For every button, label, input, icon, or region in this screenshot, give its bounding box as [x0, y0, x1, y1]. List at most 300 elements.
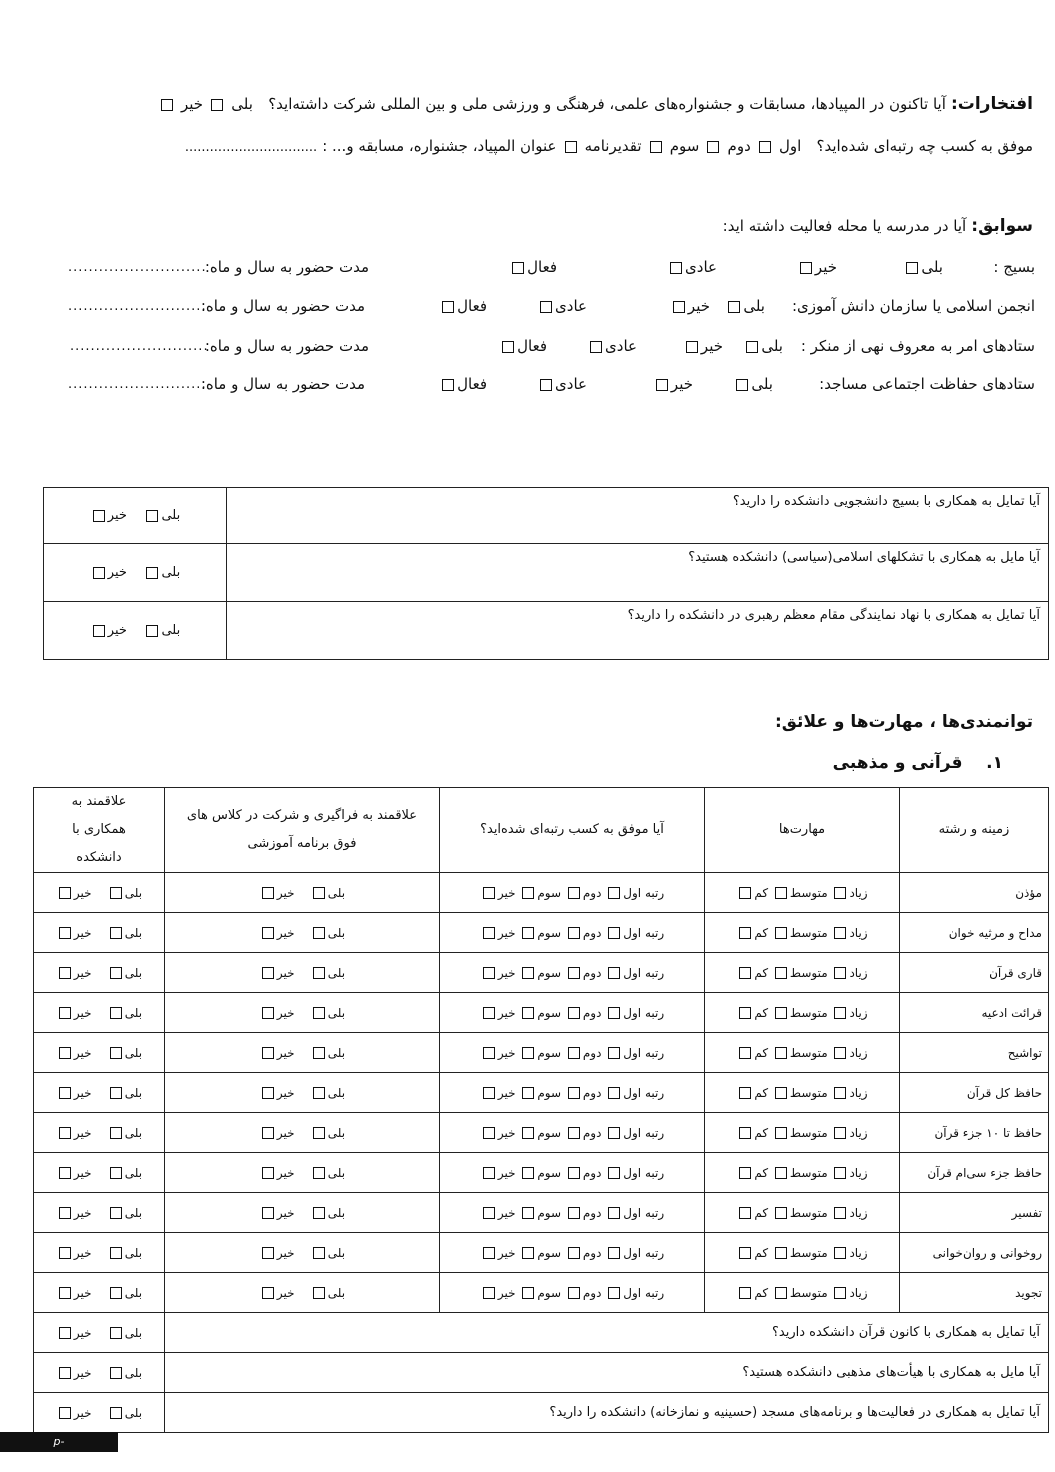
- yes-option: [903, 258, 943, 276]
- class-interest-cell: [165, 953, 440, 993]
- no-label: خیر: [276, 1245, 295, 1260]
- yes-label: بلی: [124, 1005, 143, 1020]
- option-checkbox[interactable]: [59, 1407, 71, 1419]
- yes-checkbox[interactable]: [746, 341, 758, 353]
- yes-checkbox[interactable]: [906, 262, 918, 274]
- option-checkbox[interactable]: [775, 1127, 787, 1139]
- option-checkbox[interactable]: [775, 967, 787, 979]
- option-checkbox[interactable]: [59, 1247, 71, 1259]
- no-label: خیر: [73, 1245, 92, 1260]
- option-checkbox[interactable]: [568, 1247, 580, 1259]
- rank-cell: [440, 1153, 705, 1193]
- rank-option-checkbox[interactable]: [565, 141, 577, 153]
- no-label: خیر: [73, 1365, 92, 1380]
- normal-checkbox[interactable]: [540, 301, 552, 313]
- cooperation-table: [43, 487, 1049, 660]
- option-checkbox[interactable]: [110, 1247, 122, 1259]
- option-checkbox[interactable]: [59, 1047, 71, 1059]
- option-checkbox[interactable]: [522, 887, 534, 899]
- no-option: [797, 258, 837, 276]
- duration-field[interactable]: ...........................: [68, 377, 207, 392]
- extra-question: آیا تمایل به همکاری در فعالیت‌ها و برنامه‌های مسجد (حسینیه و نمازخانه) دانشکده را دارید؟: [165, 1393, 1049, 1433]
- option-checkbox[interactable]: [522, 967, 534, 979]
- level-label: متوسط: [789, 1125, 828, 1140]
- rank-option-label: سوم: [669, 137, 700, 155]
- cooperation-interest-cell: [34, 1233, 165, 1273]
- skill-level-cell: [705, 1273, 900, 1313]
- rank-option-checkbox[interactable]: [707, 141, 719, 153]
- option-checkbox[interactable]: [110, 1127, 122, 1139]
- option-checkbox[interactable]: [59, 1327, 71, 1339]
- no-label: خیر: [73, 1165, 92, 1180]
- option-checkbox[interactable]: [568, 1167, 580, 1179]
- rank-option-checkbox[interactable]: [650, 141, 662, 153]
- level-label: کم: [754, 1005, 769, 1020]
- level-label: متوسط: [789, 1285, 828, 1300]
- level-label: کم: [754, 1125, 769, 1140]
- cooperation-question: آیا تمایل به همکاری با بسیج دانشجویی دانشکده را دارید؟: [227, 488, 1049, 544]
- history-item-label: ستادهای امر به معروف نهی از منکر :: [800, 337, 1035, 355]
- option-checkbox[interactable]: [608, 1007, 620, 1019]
- level-label: زیاد: [849, 925, 868, 940]
- yes-label: بلی: [761, 337, 783, 355]
- yes-label: بلی: [327, 1045, 346, 1060]
- yes-label: بلی: [327, 1165, 346, 1180]
- no-label: خیر: [107, 508, 127, 523]
- yes-label: بلی: [124, 1365, 143, 1380]
- option-checkbox[interactable]: [262, 1247, 274, 1259]
- history-item-label: بسیج :: [993, 258, 1035, 276]
- honors-no-checkbox[interactable]: [161, 99, 173, 111]
- yes-label: بلی: [327, 925, 346, 940]
- honors-title-label: عنوان المپیاد، جشنواره، مسابقه و... :: [322, 137, 557, 155]
- skill-field: قاری قرآن: [900, 953, 1049, 993]
- active-label: فعال: [457, 375, 487, 393]
- option-checkbox[interactable]: [262, 1127, 274, 1139]
- option-checkbox[interactable]: [522, 927, 534, 939]
- no-label: خیر: [73, 1205, 92, 1220]
- no-option: [653, 375, 693, 393]
- level-label: متوسط: [789, 885, 828, 900]
- skill-level-cell: [705, 1033, 900, 1073]
- no-checkbox[interactable]: [800, 262, 812, 274]
- option-checkbox[interactable]: [608, 1087, 620, 1099]
- option-checkbox[interactable]: [483, 1247, 495, 1259]
- cooperation-row: [44, 544, 1049, 602]
- active-checkbox[interactable]: [512, 262, 524, 274]
- no-checkbox[interactable]: [656, 379, 668, 391]
- rank-label: دوم: [582, 1285, 602, 1300]
- option-checkbox[interactable]: [834, 1087, 846, 1099]
- option-checkbox[interactable]: [483, 1127, 495, 1139]
- option-checkbox[interactable]: [262, 1287, 274, 1299]
- yes-label: بلی: [327, 1125, 346, 1140]
- extra-question-row: [34, 1393, 1049, 1433]
- option-checkbox[interactable]: [110, 1207, 122, 1219]
- yes-option: [725, 297, 765, 315]
- option-checkbox[interactable]: [110, 1007, 122, 1019]
- normal-checkbox[interactable]: [670, 262, 682, 274]
- option-checkbox[interactable]: [568, 967, 580, 979]
- history-row: [0, 258, 1055, 284]
- option-checkbox[interactable]: [834, 1287, 846, 1299]
- option-checkbox[interactable]: [834, 1167, 846, 1179]
- rank-cell: [440, 1233, 705, 1273]
- level-label: کم: [754, 1285, 769, 1300]
- option-checkbox[interactable]: [262, 1087, 274, 1099]
- skill-row: [34, 873, 1049, 913]
- honors-line-2: [18, 136, 1033, 155]
- option-checkbox[interactable]: [483, 967, 495, 979]
- option-checkbox[interactable]: [739, 1087, 751, 1099]
- option-checkbox[interactable]: [775, 1047, 787, 1059]
- no-label: خیر: [497, 1205, 516, 1220]
- option-checkbox[interactable]: [59, 1367, 71, 1379]
- option-checkbox[interactable]: [522, 1007, 534, 1019]
- option-checkbox[interactable]: [568, 927, 580, 939]
- yes-checkbox[interactable]: [146, 510, 158, 522]
- yes-label: بلی: [921, 258, 943, 276]
- no-checkbox[interactable]: [93, 567, 105, 579]
- option-checkbox[interactable]: [483, 1207, 495, 1219]
- option-checkbox[interactable]: [834, 1207, 846, 1219]
- option-checkbox[interactable]: [313, 1127, 325, 1139]
- no-label: خیر: [73, 1005, 92, 1020]
- rank-cell: [440, 1193, 705, 1233]
- option-checkbox[interactable]: [262, 1207, 274, 1219]
- no-checkbox[interactable]: [686, 341, 698, 353]
- option-checkbox[interactable]: [262, 1167, 274, 1179]
- no-checkbox[interactable]: [93, 625, 105, 637]
- option-checkbox[interactable]: [262, 1007, 274, 1019]
- rank-option-checkbox[interactable]: [759, 141, 771, 153]
- option-checkbox[interactable]: [834, 927, 846, 939]
- option-checkbox[interactable]: [110, 967, 122, 979]
- active-checkbox[interactable]: [442, 301, 454, 313]
- option-checkbox[interactable]: [608, 1127, 620, 1139]
- honors-yes-label: بلی: [231, 95, 253, 113]
- normal-checkbox[interactable]: [590, 341, 602, 353]
- class-interest-cell: [165, 1193, 440, 1233]
- skill-row: [34, 993, 1049, 1033]
- option-checkbox[interactable]: [483, 1167, 495, 1179]
- no-label: خیر: [276, 1205, 295, 1220]
- yes-label: بلی: [124, 885, 143, 900]
- level-label: متوسط: [789, 1205, 828, 1220]
- option-checkbox[interactable]: [313, 1167, 325, 1179]
- rank-cell: [440, 993, 705, 1033]
- option-checkbox[interactable]: [59, 1127, 71, 1139]
- option-checkbox[interactable]: [739, 887, 751, 899]
- no-label: خیر: [107, 565, 127, 580]
- yes-checkbox[interactable]: [728, 301, 740, 313]
- option-checkbox[interactable]: [739, 1207, 751, 1219]
- extra-question-row: [34, 1353, 1049, 1393]
- honors-yes-checkbox[interactable]: [211, 99, 223, 111]
- column-header: علاقمند به همکاری با دانشکده: [34, 788, 165, 873]
- cooperation-interest-cell: [34, 1193, 165, 1233]
- yes-label: بلی: [124, 1325, 143, 1340]
- rank-label: سوم: [537, 1205, 562, 1220]
- option-checkbox[interactable]: [834, 887, 846, 899]
- duration-label: مدت حضور به سال و ماه:: [200, 375, 365, 393]
- option-checkbox[interactable]: [59, 1087, 71, 1099]
- option-checkbox[interactable]: [775, 1207, 787, 1219]
- option-checkbox[interactable]: [522, 1287, 534, 1299]
- level-label: زیاد: [849, 1045, 868, 1060]
- option-checkbox[interactable]: [739, 1287, 751, 1299]
- option-checkbox[interactable]: [739, 1167, 751, 1179]
- option-checkbox[interactable]: [608, 1247, 620, 1259]
- level-label: زیاد: [849, 1285, 868, 1300]
- no-checkbox[interactable]: [93, 510, 105, 522]
- cooperation-row: [44, 488, 1049, 544]
- option-checkbox[interactable]: [59, 1167, 71, 1179]
- cooperation-interest-cell: [34, 1273, 165, 1313]
- option-checkbox[interactable]: [739, 1007, 751, 1019]
- no-label: خیر: [700, 337, 723, 355]
- option-checkbox[interactable]: [110, 1367, 122, 1379]
- option-checkbox[interactable]: [313, 1007, 325, 1019]
- option-checkbox[interactable]: [110, 1047, 122, 1059]
- option-checkbox[interactable]: [522, 1207, 534, 1219]
- rank-label: سوم: [537, 1005, 562, 1020]
- option-checkbox[interactable]: [739, 1127, 751, 1139]
- option-checkbox[interactable]: [313, 1047, 325, 1059]
- option-checkbox[interactable]: [834, 967, 846, 979]
- option-checkbox[interactable]: [834, 1047, 846, 1059]
- option-checkbox[interactable]: [483, 927, 495, 939]
- option-checkbox[interactable]: [110, 1287, 122, 1299]
- skill-level-cell: [705, 1073, 900, 1113]
- level-label: کم: [754, 1245, 769, 1260]
- level-label: متوسط: [789, 1245, 828, 1260]
- no-label: خیر: [276, 1005, 295, 1020]
- option-checkbox[interactable]: [313, 967, 325, 979]
- option-checkbox[interactable]: [313, 1287, 325, 1299]
- option-checkbox[interactable]: [483, 1287, 495, 1299]
- active-label: فعال: [517, 337, 547, 355]
- option-checkbox[interactable]: [739, 967, 751, 979]
- history-row: [0, 297, 1055, 323]
- rank-label: رتبه اول: [623, 1085, 665, 1100]
- duration-field[interactable]: ...........................: [70, 339, 209, 354]
- rank-cell: [440, 913, 705, 953]
- option-checkbox[interactable]: [608, 1207, 620, 1219]
- honors-heading: افتخارات:: [950, 94, 1033, 114]
- level-label: زیاد: [849, 1205, 868, 1220]
- level-label: متوسط: [789, 1005, 828, 1020]
- no-checkbox[interactable]: [673, 301, 685, 313]
- option-checkbox[interactable]: [739, 1047, 751, 1059]
- option-checkbox[interactable]: [483, 1007, 495, 1019]
- option-checkbox[interactable]: [834, 1007, 846, 1019]
- extra-question: آیا تمایل به همکاری با کانون قرآن دانشکده دارید؟: [165, 1313, 1049, 1353]
- level-label: کم: [754, 1165, 769, 1180]
- option-checkbox[interactable]: [110, 1167, 122, 1179]
- option-checkbox[interactable]: [608, 1287, 620, 1299]
- option-checkbox[interactable]: [110, 927, 122, 939]
- no-label: خیر: [73, 1405, 92, 1420]
- option-checkbox[interactable]: [483, 1047, 495, 1059]
- level-label: زیاد: [849, 965, 868, 980]
- rank-label: رتبه اول: [623, 1045, 665, 1060]
- option-checkbox[interactable]: [608, 927, 620, 939]
- option-checkbox[interactable]: [262, 967, 274, 979]
- skills-heading: توانمندی‌ها ، مهارت‌ها و علائق:: [774, 712, 1033, 732]
- option-checkbox[interactable]: [775, 1247, 787, 1259]
- option-checkbox[interactable]: [483, 887, 495, 899]
- cooperation-interest-cell: [34, 1073, 165, 1113]
- cooperation-interest-cell: [34, 953, 165, 993]
- rank-cell: [440, 873, 705, 913]
- option-checkbox[interactable]: [522, 1247, 534, 1259]
- option-checkbox[interactable]: [110, 1327, 122, 1339]
- honors-title-field[interactable]: ................................: [184, 140, 318, 155]
- option-checkbox[interactable]: [59, 967, 71, 979]
- active-option: [439, 375, 487, 393]
- no-label: خیر: [497, 1285, 516, 1300]
- no-option: [670, 297, 710, 315]
- option-checkbox[interactable]: [522, 1127, 534, 1139]
- rank-label: رتبه اول: [623, 1125, 665, 1140]
- no-label: خیر: [497, 1165, 516, 1180]
- option-checkbox[interactable]: [608, 1047, 620, 1059]
- rank-label: سوم: [537, 1125, 562, 1140]
- option-checkbox[interactable]: [313, 1087, 325, 1099]
- skill-field: قرائت ادعیه: [900, 993, 1049, 1033]
- yes-checkbox[interactable]: [736, 379, 748, 391]
- yes-label: بلی: [327, 1005, 346, 1020]
- rank-option-label: دوم: [727, 137, 751, 155]
- option-checkbox[interactable]: [568, 1287, 580, 1299]
- yes-label: بلی: [161, 623, 181, 638]
- section-title-text: قرآنی و مذهبی: [832, 753, 963, 773]
- option-checkbox[interactable]: [59, 927, 71, 939]
- rank-option-label: اول: [778, 137, 802, 155]
- option-checkbox[interactable]: [568, 1087, 580, 1099]
- rank-label: رتبه اول: [623, 1205, 665, 1220]
- option-checkbox[interactable]: [313, 1207, 325, 1219]
- no-label: خیر: [73, 1125, 92, 1140]
- option-checkbox[interactable]: [568, 1007, 580, 1019]
- option-checkbox[interactable]: [608, 887, 620, 899]
- extra-question-row: [34, 1313, 1049, 1353]
- option-checkbox[interactable]: [110, 887, 122, 899]
- history-item-label: ستادهای حفاظت اجتماعی مساجد:: [819, 375, 1035, 393]
- duration-label: مدت حضور به سال و ماه:: [204, 258, 369, 276]
- option-checkbox[interactable]: [262, 1047, 274, 1059]
- rank-label: رتبه اول: [623, 1165, 665, 1180]
- yes-no-cell: [34, 1393, 165, 1433]
- active-option: [499, 337, 547, 355]
- skill-field: تواشیح: [900, 1033, 1049, 1073]
- level-label: زیاد: [849, 1085, 868, 1100]
- active-checkbox[interactable]: [442, 379, 454, 391]
- honors-rank-question: موفق به کسب چه رتبه‌ای شده‌اید؟: [816, 137, 1033, 155]
- cooperation-interest-cell: [34, 873, 165, 913]
- level-label: کم: [754, 1085, 769, 1100]
- yes-label: بلی: [124, 1205, 143, 1220]
- level-label: کم: [754, 925, 769, 940]
- yes-option: [743, 337, 783, 355]
- option-checkbox[interactable]: [739, 927, 751, 939]
- yes-label: بلی: [327, 965, 346, 980]
- option-checkbox[interactable]: [313, 1247, 325, 1259]
- class-interest-cell: [165, 1153, 440, 1193]
- option-checkbox[interactable]: [522, 1087, 534, 1099]
- duration-field[interactable]: ...........................: [68, 299, 207, 314]
- option-checkbox[interactable]: [775, 887, 787, 899]
- rank-label: دوم: [582, 885, 602, 900]
- duration-field[interactable]: ...........................: [68, 260, 207, 275]
- option-checkbox[interactable]: [522, 1167, 534, 1179]
- option-checkbox[interactable]: [483, 1087, 495, 1099]
- option-checkbox[interactable]: [608, 967, 620, 979]
- no-label: خیر: [670, 375, 693, 393]
- option-checkbox[interactable]: [313, 887, 325, 899]
- option-checkbox[interactable]: [59, 887, 71, 899]
- yes-label: بلی: [124, 1245, 143, 1260]
- option-checkbox[interactable]: [775, 927, 787, 939]
- option-checkbox[interactable]: [834, 1127, 846, 1139]
- option-checkbox[interactable]: [110, 1087, 122, 1099]
- skill-field: حافظ کل قرآن: [900, 1073, 1049, 1113]
- option-checkbox[interactable]: [59, 1207, 71, 1219]
- option-checkbox[interactable]: [262, 927, 274, 939]
- option-checkbox[interactable]: [775, 1287, 787, 1299]
- level-label: متوسط: [789, 925, 828, 940]
- option-checkbox[interactable]: [608, 1167, 620, 1179]
- extra-questions-body: [34, 1313, 1049, 1433]
- no-label: خیر: [276, 1085, 295, 1100]
- option-checkbox[interactable]: [262, 887, 274, 899]
- option-checkbox[interactable]: [59, 1007, 71, 1019]
- cooperation-interest-cell: [34, 913, 165, 953]
- skill-level-cell: [705, 1153, 900, 1193]
- yes-checkbox[interactable]: [146, 567, 158, 579]
- option-checkbox[interactable]: [313, 927, 325, 939]
- option-checkbox[interactable]: [568, 1127, 580, 1139]
- option-checkbox[interactable]: [568, 887, 580, 899]
- level-label: کم: [754, 885, 769, 900]
- class-interest-cell: [165, 1033, 440, 1073]
- option-checkbox[interactable]: [59, 1287, 71, 1299]
- skill-field: مداح و مرثیه خوان: [900, 913, 1049, 953]
- active-checkbox[interactable]: [502, 341, 514, 353]
- skill-field: تجوید: [900, 1273, 1049, 1313]
- skill-field: حافظ تا ۱۰ جزء قرآن: [900, 1113, 1049, 1153]
- cooperation-row: [44, 602, 1049, 660]
- option-checkbox[interactable]: [568, 1207, 580, 1219]
- yes-checkbox[interactable]: [146, 625, 158, 637]
- option-checkbox[interactable]: [775, 1087, 787, 1099]
- option-checkbox[interactable]: [568, 1047, 580, 1059]
- option-checkbox[interactable]: [834, 1247, 846, 1259]
- option-checkbox[interactable]: [110, 1407, 122, 1419]
- rank-label: رتبه اول: [623, 1005, 665, 1020]
- normal-checkbox[interactable]: [540, 379, 552, 391]
- yes-label: بلی: [124, 1405, 143, 1420]
- option-checkbox[interactable]: [775, 1007, 787, 1019]
- class-interest-cell: [165, 1233, 440, 1273]
- yes-label: بلی: [124, 1125, 143, 1140]
- option-checkbox[interactable]: [522, 1047, 534, 1059]
- option-checkbox[interactable]: [739, 1247, 751, 1259]
- no-option: [683, 337, 723, 355]
- active-option: [509, 258, 557, 276]
- option-checkbox[interactable]: [775, 1167, 787, 1179]
